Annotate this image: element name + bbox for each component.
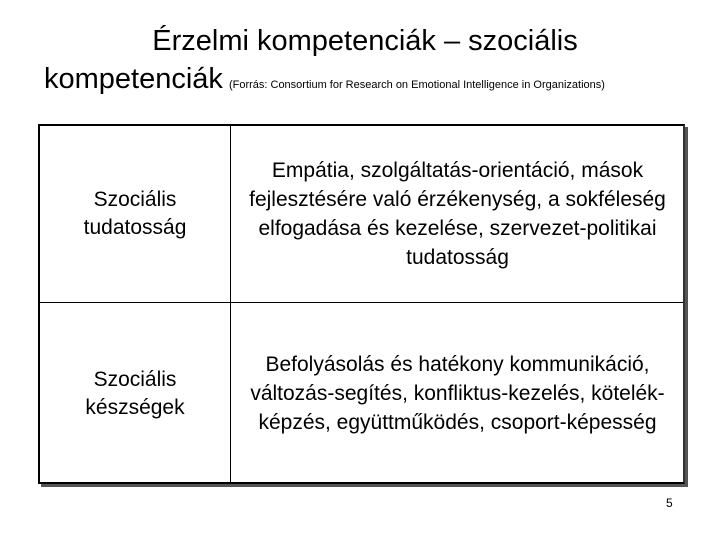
competency-table [38, 124, 685, 484]
source-citation: (Forrás: Consortium for Research on Emotional Intelligence in Organizations) [228, 79, 605, 91]
row-1-description-text: Empátia, szolgáltatás-orientáció, mások fejlesztésére való érzékenység, a sokféleség elfogadása és kezelése, szervezet-politikai tudatosság [249, 159, 666, 269]
row-2-description [232, 303, 683, 484]
slide-title [0, 22, 720, 104]
row-2-label-text: Szociális készségek [85, 367, 185, 419]
column-divider [230, 126, 231, 482]
row-1-label [40, 126, 230, 302]
row-1-description [232, 126, 683, 302]
page-number: 5 [666, 496, 673, 510]
row-2-description-text: Befolyásolás és hatékony kommunikáció, változás-segítés, konfliktus-kezelés, kötelék-képzés, együttműködés, csoport-képesség [250, 353, 665, 434]
row-2-label [40, 303, 230, 484]
title-line-2 [0, 60, 720, 104]
title-line-2-text: kompetenciák [44, 63, 223, 95]
title-line-1: Érzelmi kompetenciák – szociális [152, 25, 578, 57]
row-1-label-text: Szociális tudatosság [83, 188, 187, 239]
